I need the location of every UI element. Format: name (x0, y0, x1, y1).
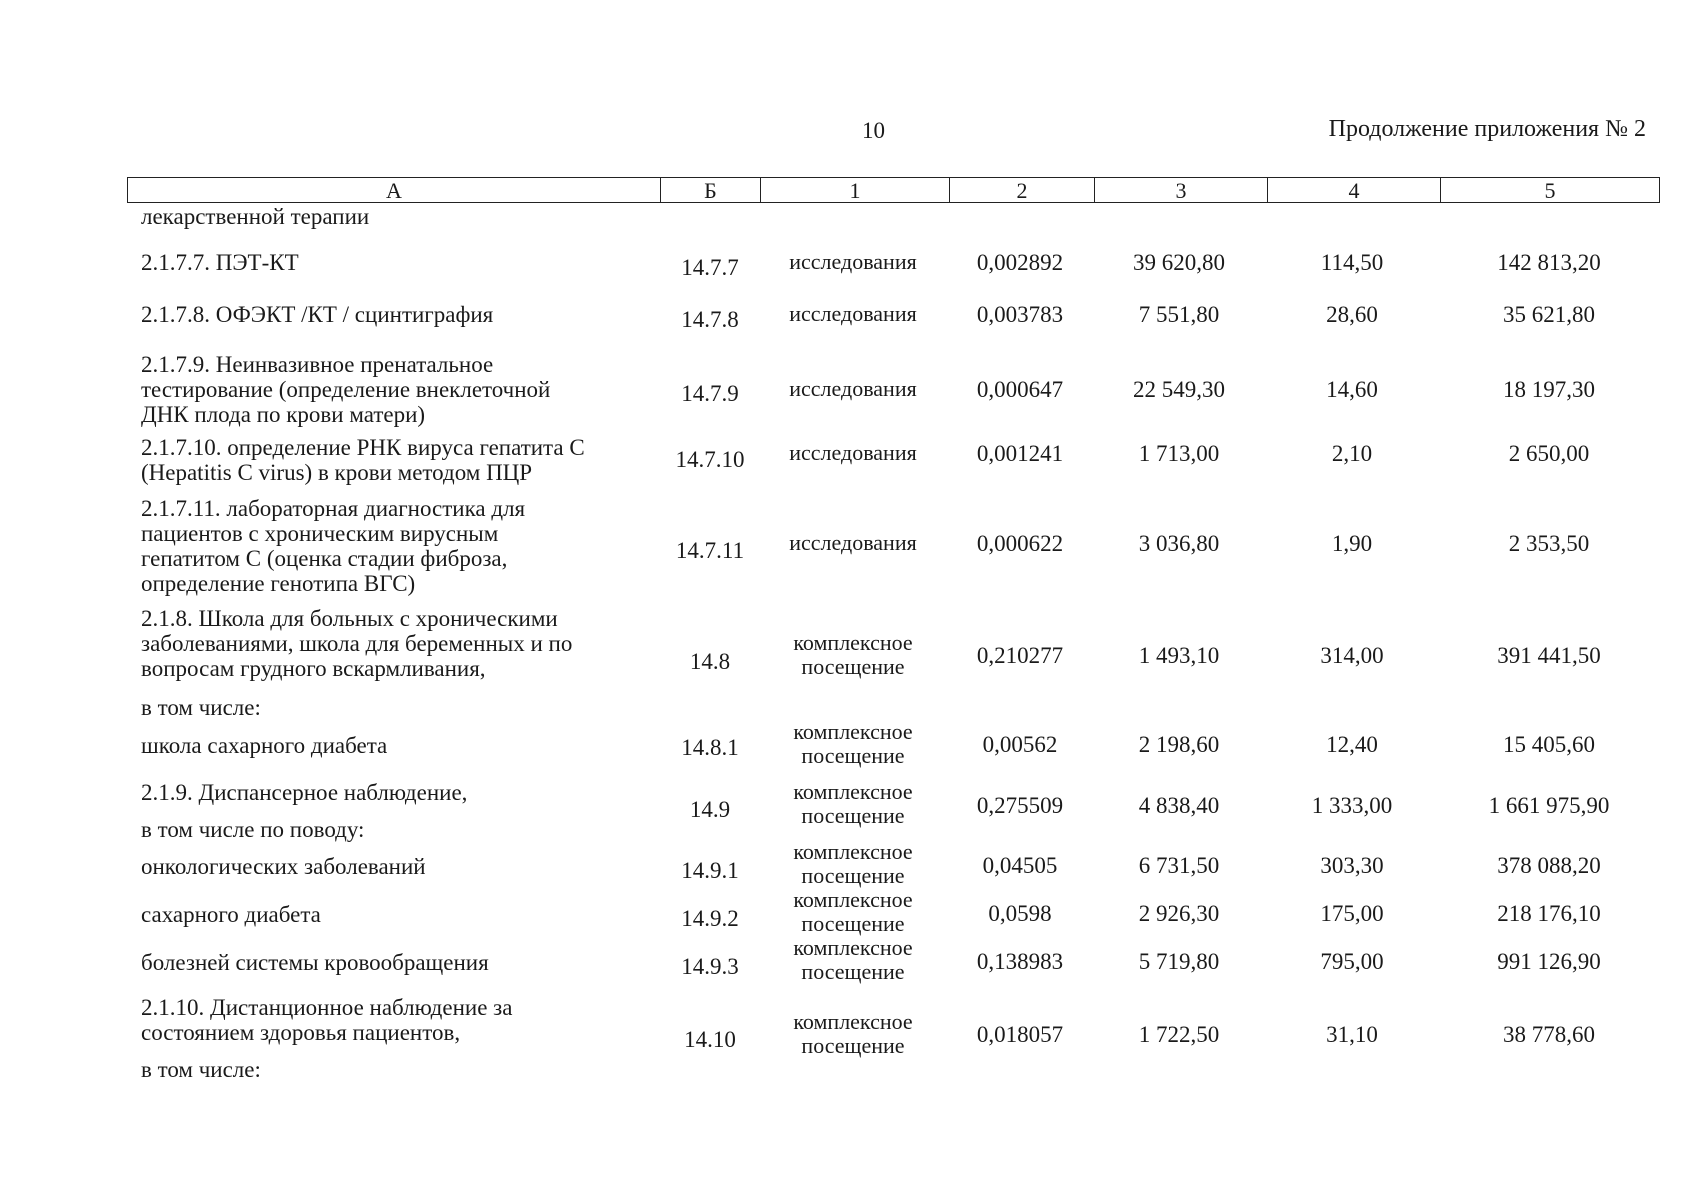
row-col-3: 2 926,30 (1138, 901, 1220, 926)
row-col-5: 38 778,60 (1503, 1022, 1595, 1047)
row-name: школа сахарного диабета (141, 733, 388, 758)
row-unit: исследования (789, 440, 917, 465)
row-col-2: 0,003783 (976, 302, 1064, 327)
row-code: 14.7.10 (675, 447, 745, 472)
row-name: 2.1.8. Школа для больных с хроническими заболеваниями, школа для беременных и по вопросам грудного вскармливания, (141, 606, 573, 681)
row-col-5: 1 661 975,90 (1488, 793, 1610, 818)
row-code: 14.9 (689, 797, 731, 822)
header-col-3: 3 (1095, 178, 1268, 203)
row-col-2: 0,002892 (976, 250, 1064, 275)
row-col-5: 378 088,20 (1497, 853, 1601, 878)
row-name: 2.1.7.9. Неинвазивное пренатальное тестирование (определение внеклеточной ДНК плода по крови матери) (141, 352, 551, 427)
row-col-3: 6 731,50 (1138, 853, 1220, 878)
row-code: 14.9.2 (681, 906, 739, 931)
row-col-4: 795,00 (1320, 949, 1384, 974)
table-header (127, 177, 1660, 203)
row-col-4: 303,30 (1320, 853, 1384, 878)
row-code: 14.9.3 (681, 954, 739, 979)
row-col-2: 0,00562 (982, 732, 1058, 757)
row-col-3: 22 549,30 (1133, 377, 1225, 402)
row-col-5: 2 650,00 (1508, 441, 1590, 466)
row-unit: исследования (789, 376, 917, 401)
header-col-4: 4 (1268, 178, 1441, 203)
row-name: 2.1.7.10. определение РНК вируса гепатита С (Hepatitis C virus) в крови методом ПЦР (141, 435, 585, 485)
row-col-5: 142 813,20 (1497, 250, 1601, 275)
page-number: 10 (862, 118, 885, 143)
row-name: сахарного диабета (141, 902, 321, 927)
row-col-3: 4 838,40 (1138, 793, 1220, 818)
row-name: в том числе: (141, 1057, 261, 1082)
row-name: болезней системы кровообращения (141, 950, 489, 975)
row-name: лекарственной терапии (141, 204, 370, 229)
row-unit: комплексное посещение (793, 719, 913, 768)
row-unit: исследования (789, 249, 917, 274)
row-name: в том числе по поводу: (141, 817, 365, 842)
row-unit: комплексное посещение (793, 839, 913, 888)
row-name: 2.1.9. Диспансерное наблюдение, (141, 780, 468, 805)
row-col-4: 1 333,00 (1311, 793, 1393, 818)
header-col-5: 5 (1441, 178, 1660, 203)
row-code: 14.7.9 (681, 381, 739, 406)
row-col-4: 31,10 (1326, 1022, 1378, 1047)
row-col-3: 1 493,10 (1138, 643, 1220, 668)
row-col-2: 0,000647 (976, 377, 1064, 402)
row-col-2: 0,018057 (976, 1022, 1064, 1047)
row-col-2: 0,04505 (982, 853, 1058, 878)
row-unit: комплексное посещение (793, 630, 913, 679)
row-col-2: 0,210277 (976, 643, 1064, 668)
row-col-5: 391 441,50 (1497, 643, 1601, 668)
appendix-continuation-note: Продолжение приложения № 2 (1328, 116, 1646, 142)
row-name: в том числе: (141, 695, 261, 720)
row-col-3: 1 722,50 (1138, 1022, 1220, 1047)
row-col-4: 1,90 (1331, 531, 1373, 556)
row-code: 14.7.11 (675, 538, 745, 563)
row-col-2: 0,001241 (976, 441, 1064, 466)
row-col-4: 14,60 (1326, 377, 1378, 402)
row-unit: исследования (789, 301, 917, 326)
row-col-2: 0,0598 (988, 901, 1052, 926)
row-unit: комплексное посещение (793, 779, 913, 828)
row-name: онкологических заболеваний (141, 854, 426, 879)
row-col-2: 0,275509 (976, 793, 1064, 818)
row-col-5: 218 176,10 (1497, 901, 1601, 926)
row-code: 14.10 (684, 1027, 736, 1052)
row-unit: комплексное посещение (793, 1009, 913, 1058)
row-code: 14.9.1 (681, 858, 739, 883)
row-code: 14.8.1 (681, 735, 739, 760)
row-code: 14.8 (689, 649, 731, 674)
row-unit: комплексное посещение (793, 935, 913, 984)
row-col-4: 12,40 (1326, 732, 1378, 757)
row-unit: комплексное посещение (793, 887, 913, 936)
row-col-5: 15 405,60 (1503, 732, 1595, 757)
row-col-3: 7 551,80 (1138, 302, 1220, 327)
row-unit: исследования (789, 530, 917, 555)
row-name: 2.1.7.7. ПЭТ-КТ (141, 250, 299, 275)
row-col-3: 5 719,80 (1138, 949, 1220, 974)
row-col-4: 114,50 (1320, 250, 1384, 275)
row-col-5: 18 197,30 (1503, 377, 1595, 402)
header-col-a: А (128, 178, 661, 203)
row-col-4: 314,00 (1320, 643, 1384, 668)
row-col-3: 3 036,80 (1138, 531, 1220, 556)
header-col-1: 1 (761, 178, 950, 203)
row-name: 2.1.7.11. лабораторная диагностика для пациентов с хроническим вирусным гепатитом С (оценка стадии фиброза, определение генотипа ВГС) (141, 496, 526, 596)
row-col-5: 35 621,80 (1503, 302, 1595, 327)
row-col-4: 28,60 (1326, 302, 1378, 327)
row-col-5: 2 353,50 (1508, 531, 1590, 556)
row-col-2: 0,000622 (976, 531, 1064, 556)
row-col-4: 2,10 (1331, 441, 1373, 466)
row-name: 2.1.7.8. ОФЭКТ /КТ / сцинтиграфия (141, 302, 494, 327)
row-code: 14.7.8 (681, 307, 739, 332)
row-col-2: 0,138983 (976, 949, 1064, 974)
row-col-3: 1 713,00 (1138, 441, 1220, 466)
row-code: 14.7.7 (681, 255, 739, 280)
header-col-b: Б (661, 178, 761, 203)
row-col-3: 39 620,80 (1133, 250, 1225, 275)
header-col-2: 2 (950, 178, 1095, 203)
row-col-4: 175,00 (1320, 901, 1384, 926)
row-name: 2.1.10. Дистанционное наблюдение за состоянием здоровья пациентов, (141, 995, 513, 1045)
row-col-5: 991 126,90 (1497, 949, 1601, 974)
row-col-3: 2 198,60 (1138, 732, 1220, 757)
